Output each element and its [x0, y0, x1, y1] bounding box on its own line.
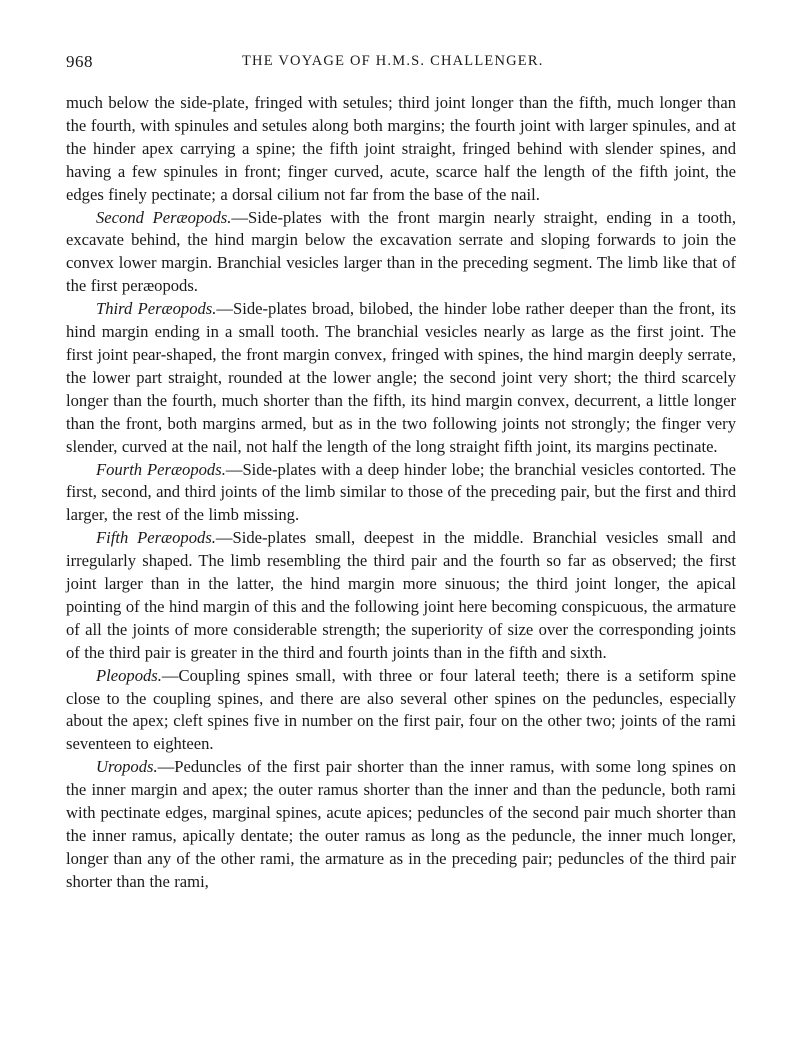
paragraph-text: —Side-plates with a deep hinder lobe; the branchial vesicles contorted. The first, second, and third joints of the limb similar to those of the preceding pair, but the first and third larger, the rest of the limb missing.: [66, 459, 736, 525]
paragraph-uropods: [66, 756, 736, 893]
section-heading: Fifth Peræopods.: [96, 528, 216, 548]
paragraph-text: —Side-plates broad, bilobed, the hinder lobe rather deeper than the front, its hind margin ending in a small tooth. The branchial vesicles nearly as large as the first joint. The first joint pear-shaped, the front margin convex, fringed with spines, the hind margin deeply serrate, the lower part straight, rounded at the lower angle; the second joint very short; the third scarcely longer than the fourth, much shorter than the fifth, its hind margin convex, decurrent, a little longer than the front, both margins armed, but as in the two following joints not strongly; the finger very slender, curved at the nail, not half the length of the long straight fifth joint, its margins pectinate.: [66, 299, 737, 456]
section-heading: Third Peræopods.: [96, 299, 217, 319]
paragraph-second-peraeopods: [66, 207, 736, 299]
page-number: 968: [66, 52, 93, 71]
paragraph-text: —Side-plates small, deepest in the middle. Branchial vesicles small and irregularly shaped. The limb resembling the third pair and the fourth so far as observed; the first joint larger than in the latter, the hind margin more sinuous; the third joint longer, the apical pointing of the hind margin of this and the following joint here becoming conspicuous, the armature of all the joints of more considerable strength; the superiority of size over the corresponding joints of the third pair is greater in the third and fourth joints than in the fifth and sixth.: [66, 528, 736, 662]
paragraph-continuation: [66, 92, 736, 207]
running-head: [66, 52, 736, 76]
paragraph-pleopods: [66, 665, 736, 757]
paragraph-fourth-peraeopods: [66, 459, 736, 528]
paragraph-text: —Peduncles of the first pair shorter than the inner ramus, with some long spines on the inner margin and apex; the outer ramus shorter than the inner and than the peduncle, both rami with pectinate edges, marginal spines, acute apices; peduncles of the second pair much shorter than the inner ramus, apically dentate; the outer ramus as long as the peduncle, the inner much longer, longer than any of the other rami, the armature as in the preceding pair; peduncles of the third pair shorter than the rami,: [66, 757, 736, 891]
running-title: THE VOYAGE OF H.M.S. CHALLENGER.: [242, 53, 544, 69]
paragraph-fifth-peraeopods: [66, 527, 736, 664]
paragraph-text: much below the side-plate, fringed with setules; third joint longer than the fifth, much longer than the fourth, with spinules and setules along both margins; the fourth joint with larger spinules, and at the hinder apex carrying a spine; the fifth joint straight, fringed behind with slender spines, and having a few spinules in front; finger curved, acute, scarce half the length of the fifth joint, the edges finely pectinate; a dorsal cilium not far from the base of the nail.: [66, 93, 736, 204]
section-heading: Fourth Peræopods.: [96, 459, 226, 479]
section-heading: Second Peræopods.: [96, 207, 232, 227]
body-text: [66, 92, 736, 894]
paragraph-text: —Side-plates with the front margin nearly straight, ending in a tooth, excavate behind, the hind margin below the excavation serrate and sloping forwards to join the convex lower margin. Branchial vesicles larger than in the preceding segment. The limb like that of the first peræopods.: [66, 207, 736, 296]
section-heading: Uropods.: [96, 757, 158, 777]
section-heading: Pleopods.: [96, 665, 162, 685]
paragraph-third-peraeopods: [66, 298, 736, 458]
paragraph-text: —Coupling spines small, with three or four lateral teeth; there is a setiform spine close to the coupling spines, and there are also several other spines on the peduncles, especially about the apex; cleft spines five in number on the first pair, four on the other two; joints of the rami seventeen to eighteen.: [66, 665, 736, 754]
